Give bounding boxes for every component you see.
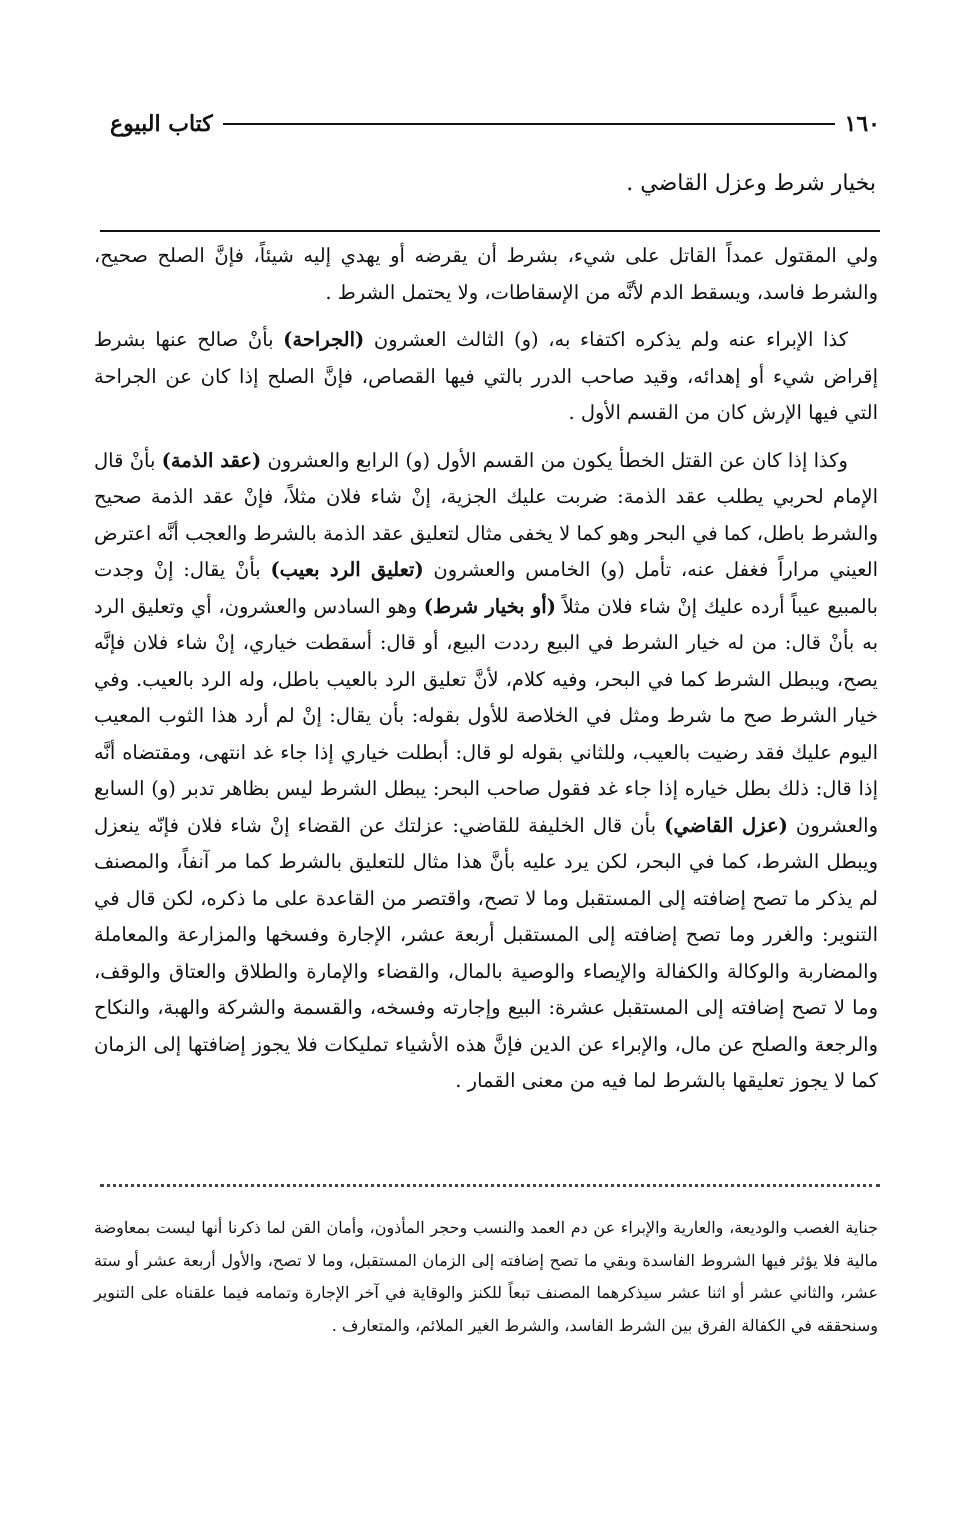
footnote-separator [100,1184,880,1187]
commentary-paragraph [94,322,878,432]
paragraph-text: بأنْ يقال: إنْ وجدت بالمبيع عيباً أرده عليك إنْ شاء فلان مثلاً [94,558,878,618]
paragraph-text: كذا الإبراء عنه ولم يذكره اكتفاء به، (و) الثالث العشرون [364,328,848,351]
bold-term: (عقد الذمة) [161,448,262,472]
paragraph-text: ولي المقتول عمداً القاتل على شيء، بشرط أن يقرضه أو يهدي إليه شيئاً، فإنَّ الصلح صحيح، والشرط فاسد، ويسقط الدم لأنَّه من الإسقاطات، ولا يحتمل الشرط . [94,244,878,304]
commentary-paragraph [94,443,878,1100]
bold-term: (عزل القاضي) [664,813,788,837]
book-title: كتاب البيوع [110,111,213,137]
upper-text-line: بخيار شرط وعزل القاضي . [626,171,876,196]
commentary-paragraph [94,238,878,311]
footnote-body [94,1212,878,1342]
bold-term: (أو بخيار شرط) [423,594,556,618]
footnote-paragraph: جناية الغصب والوديعة، والعارية والإبراء عن دم العمد والنسب وحجر المأذون، وأمان القن لما ذكرنا أنها ليست بمعاوضة مالية فلا يؤثر فيها الشروط الفاسدة وبقي ما تصح إضافته إلى الزمان المستقبل، وما لا تصح، والأول أربعة عشر أو ستة عشر، والثاني عشر أو اثنا عشر سيذكرهما المصنف تبعاً للكنز والوقاية في آخر الإجارة وتمامه فيما علقناه على التنوير وسنحققه في الكفالة الفرق بين الشرط الفاسد، والشرط الغير الملائم، والمتعارف . [94,1218,878,1335]
commentary-body [94,238,878,1111]
paragraph-text: بأنْ قال الإمام لحربي يطلب عقد الذمة: ضربت عليك الجزية، إنْ شاء فلان مثلاً، فإنْ عقد الذمة صحيح والشرط باطل، كما في البحر وهو كما لا يخفى مثال لتعليق عقد الذمة بالشرط والعجب أنَّه اعترض العيني مراراً فغفل عنه، تأمل (و) الخامس والعشرون [94,448,878,581]
paragraph-text: بأن قال الخليفة للقاضي: عزلتك عن القضاء إنْ شاء فلان فإنّه ينعزل ويبطل الشرط، كما في البحر، لكن يرد عليه بأنَّ هذا مثال للتعليق بالشرط كما مر آنفاً، والمصنف لم يذكر ما تصح إضافته إلى المستقبل وما لا تصح، واقتصر من القاعدة على ما ذكره، لكن قال في التنوير: والغرر وما تصح إضافته إلى المستقبل أربعة عشر، الإجارة وفسخها والمزارعة والمعاملة والمضاربة والوكالة والكفالة والإيصاء والوصية بالمال، والقضاء والإمارة والطلاق والعتاق والوقف، وما لا تصح إضافته إلى المستقبل عشرة: البيع وإجارته وفسخه، والقسمة والشركة والهبة، والنكاح والرجعة والصلح عن مال، والإبراء عن الدين فإنَّ هذه الأشياء تمليكات فلا يجوز إضافتها إلى الزمان كما لا يجوز تعليقها بالشرط لما فيه من معنى القمار . [94,813,878,1092]
page-header [110,104,880,144]
page-number: ١٦٠ [844,111,880,137]
commentary-separator [100,230,880,232]
bold-term: (الجراحة) [283,328,365,351]
paragraph-text: بأنْ صالح عنها بشرط إقراض شيء أو إهدائه، وقيد صاحب الدرر بالتي فيها القصاص، فإنَّ الصلح إذا كان عن الجراحة التي فيها الإرش كان من القسم الأول . [94,328,878,424]
paragraph-text: وكذا إذا كان عن القتل الخطأ يكون من القسم الأول (و) الرابع والعشرون [261,448,848,472]
paragraph-text: وهو السادس والعشرون، أي وتعليق الرد به بأنْ قال: من له خيار الشرط في البيع رددت البيع، أو قال: أسقطت خياري، إنْ شاء فلان فإنَّه يصح، ويبطل الشرط كما في البحر، وفيه كلام، لأنَّ تعليق الرد بالعيب باطل، وله الرد بالعيب. وفي خيار الشرط صح ما شرط ومثل في الخلاصة للأول بقوله: بأن يقال: إنْ لم أرد هذا الثوب المعيب اليوم عليك فقد رضيت بالعيب، وللثاني بقوله لو قال: أبطلت خياري إذا جاء غد انتهى، ومقتضاه أنَّه إذا قال: ذلك بطل خياره إذا جاء غد فقول صاحب البحر: يبطل الشرط ليس بظاهر تدبر (و) السابع والعشرون [94,594,879,837]
bold-term: (تعليق الرد بعيب) [270,558,424,581]
header-rule [223,123,835,125]
